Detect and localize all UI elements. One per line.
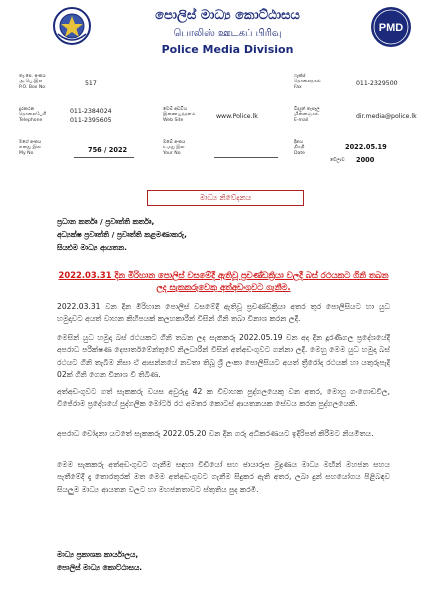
- police-emblem-logo: [52, 6, 92, 46]
- telephone-value-2: 011-2395605: [70, 117, 112, 124]
- signature-line-1: මාධ්‍ය ප්‍රකාශක කාර්යාලය,: [57, 550, 139, 559]
- signature-line-2: පොලිස් මාධ්‍ය කොට්ඨාසය.: [57, 563, 143, 572]
- date-value: 2022.05.19: [345, 143, 387, 151]
- fax-label: ෆැක්ස් தொலைநகல் Fax: [294, 74, 321, 90]
- your-number-underline: [214, 157, 278, 158]
- body-paragraph-1: 2022.03.31 වන දින මිරිහාන පොලිස් වසමේදී ඇතිවූ ප්‍රචණ්ඩක්‍රියා අතර තුර පොලිසියට හා යුධ හමුදාවට අයත් වාහන කිහිපයක් කලහකාරීන් විසින් ගිනි තබා විනාශ කරන ලදී.: [57, 302, 390, 324]
- telephone-label: දුරකථන தொலைபேசி Telephone: [19, 107, 47, 123]
- date-label: දිනය திகதி Date: [294, 140, 305, 156]
- telephone-value-1: 011-2384024: [70, 108, 112, 115]
- recipient-line-1: ප්‍රධාන කර්තෘ / ප්‍රවෘත්ති කර්තෘ,: [57, 217, 155, 226]
- body-paragraph-3: අත්අඩංගුවට ගත් සැකකරු වයස අවුරුදු 42 ක විවාහක පුද්ගලයෙකු වන අතර, මොහු ගංගොඩවිල, විජේරාම ප්‍රදේශයේ පුද්ගලික මෝටර් රථ අමතර කොටස් ආයතනයක සේවය කරන පුද්ගලයෙකි.: [57, 387, 390, 409]
- time-value: 2000: [356, 156, 375, 164]
- pmd-logo-text: PMD: [378, 22, 404, 34]
- body-paragraph-5: මෙම සැකකරු අත්අඩංගුවට ගැනීම සඳහා වීඩියෝ සහ ඡායාරූප මුද්‍රණය මාධ්‍ය මඟින් මහජන සහය පැතීමේදී දැ තොරතුරක් මත මෙම අත්අඩංගුවට ගැනීම සිදුකර ඇති අතර, ලබා දුන් සහයෝගය පිළිබඳව සියලුම මාධ්‍ය ආයතන වලට හා මහජනතාවට ස්තුතිය පුද කරමි.: [57, 460, 390, 494]
- my-number-underline: [74, 157, 134, 158]
- fax-value: 011-2329500: [356, 80, 398, 87]
- website-value: www.Police.lk: [216, 113, 258, 120]
- time-label: වේලාව: [330, 158, 345, 163]
- po-box-label: තැ.පෙ. අංකය அ.பெ.இல P.O. Box No: [19, 74, 46, 90]
- department-title-tamil: பொலிஸ் ஊடகப் பிரிவு: [173, 28, 282, 39]
- your-number-label: ඔබේ අංකය உமது இல Your No: [163, 140, 186, 156]
- po-box-value: 517: [85, 80, 97, 87]
- recipient-line-2: අධ්‍යක්ෂ ප්‍රවෘත්ති / ප්‍රවෘත්ති කළමණාකරු,: [57, 230, 187, 239]
- my-number-label: මගේ අංකය எனது இல My No: [19, 140, 42, 156]
- website-label: වෙබ් අඩවිය இணையத்தளம் Web Site: [163, 107, 196, 123]
- body-paragraph-4: අපරාධ චෝදනා යටතේ සැකකරු 2022.05.20 වන දින ගරු අධිකරණයට ඉදිරිපත් කිරීමට නියමිතය.: [57, 429, 374, 438]
- department-title-english: Police Media Division: [161, 43, 294, 56]
- media-release-title-box: මාධ්‍ය නිවේදනය: [147, 190, 304, 206]
- body-paragraph-2: මෙසින් යුධ හමුදා බස් රථයකට ගිනි තබන ලද සැකකරු 2022.05.19 වන අද දින දූරණිගල ප්‍රදේශයේදී අපරාධ පරීක්ෂණ දෙපාර්තමේන්තුවේ නිලධාරීන් විසින් අත්අඩංගුවට ගන්නා ලදී. මෙහු මෙම යුධ හමුදා බස් රථයට ගිනි තැබීම නිසා ඒ ආසන්නයේ නවතා තිබූ ශ්‍රී ලංකා පොලිසියට අයත් ත්‍රීරෝද රථයක් හා යතුරුපැදි 02ක් ගිනි ගෙන විනාශ වී තිබිණ.: [57, 333, 390, 380]
- recipient-line-3: සියළුම මාධ්‍ය ආයතන.: [57, 243, 127, 252]
- release-headline: 2022.03.31 දින මිරිහාන පොලිස් වසමේදී ඇතිවූ ප්‍රචණ්ඩක්‍රියා වලදී බස් රථයකට ගිනි තබන ලද සැකකරුවෙකු අත්අඩංගුවට ගැනීම.: [58, 270, 389, 292]
- my-number-value: 756 / 2022: [88, 146, 128, 154]
- email-value: dir.media@police.lk: [356, 113, 417, 120]
- email-label: විද්‍යුත් තැපෑල மின்னஞ்சல் E-mail: [294, 107, 320, 123]
- department-title-sinhala: පොලිස් මාධ්‍ය කොට්ඨාසය: [155, 8, 300, 23]
- pmd-logo: [370, 6, 412, 48]
